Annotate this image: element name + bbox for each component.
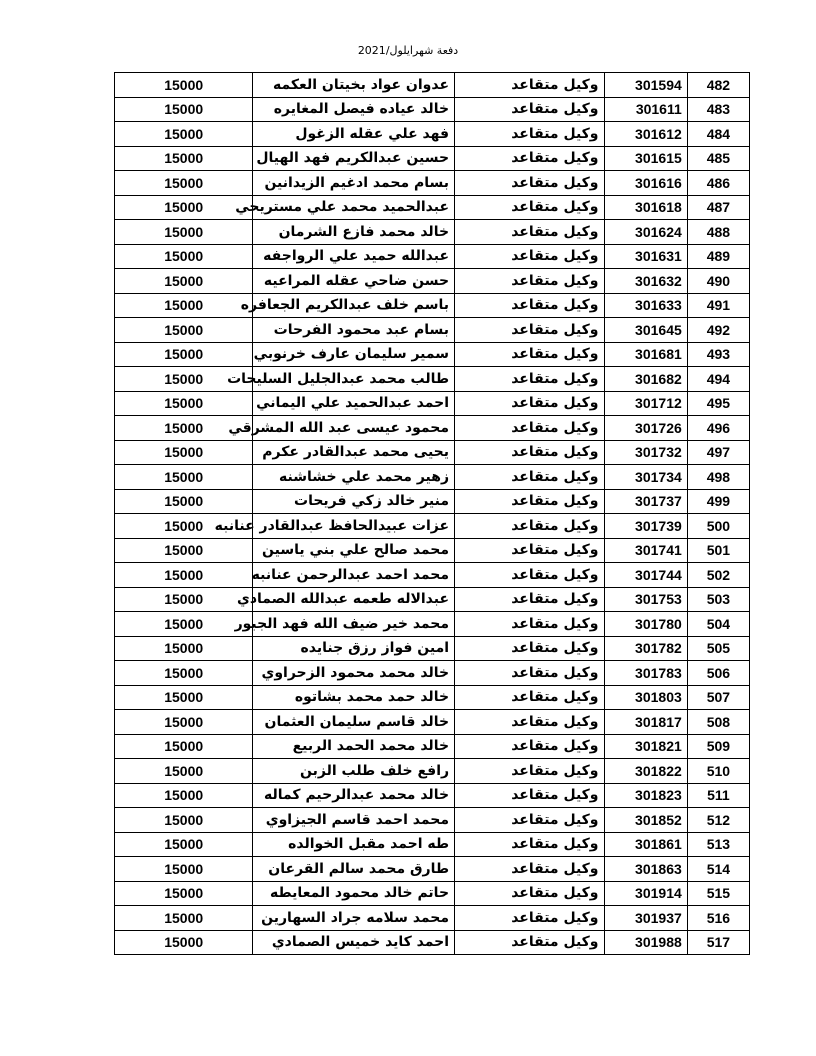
name-cell: طالب محمد عبدالجليل السليحات [253,367,455,392]
name-cell: محمد صالح علي بني ياسين [253,538,455,563]
table-row [115,416,750,441]
rank-cell: وكيل متقاعد [455,538,604,563]
service-number-cell: 301861 [604,832,687,857]
table-row [115,563,750,588]
rank-cell: وكيل متقاعد [455,857,604,882]
service-number-cell: 301682 [604,367,687,392]
name-cell: عبدالله حميد علي الرواجفه [253,244,455,269]
name-cell: زهير محمد علي خشاشنه [253,465,455,490]
sequence-cell: 505 [687,636,749,661]
sequence-cell: 488 [687,220,749,245]
service-number-cell: 301618 [604,195,687,220]
amount-cell: 15000 [115,587,253,612]
name-cell: احمد كايد خميس الصمادي [253,930,455,955]
name-cell: حاتم خالد محمود المعايطه [253,881,455,906]
sequence-cell: 510 [687,759,749,784]
rank-cell: وكيل متقاعد [455,318,604,343]
rank-cell: وكيل متقاعد [455,391,604,416]
amount-cell: 15000 [115,269,253,294]
sequence-cell: 511 [687,783,749,808]
sequence-cell: 494 [687,367,749,392]
service-number-cell: 301631 [604,244,687,269]
sequence-cell: 482 [687,73,749,98]
table-row [115,293,750,318]
table-row [115,391,750,416]
rank-cell: وكيل متقاعد [455,220,604,245]
name-cell: احمد عبدالحميد علي اليماني [253,391,455,416]
name-cell: محمد خير ضيف الله فهد الجبور [253,612,455,637]
service-number-cell: 301615 [604,146,687,171]
sequence-cell: 487 [687,195,749,220]
service-number-cell: 301753 [604,587,687,612]
service-number-cell: 301645 [604,318,687,343]
name-cell: خالد قاسم سليمان العثمان [253,710,455,735]
rank-cell: وكيل متقاعد [455,661,604,686]
rank-cell: وكيل متقاعد [455,489,604,514]
name-cell: بسام عبد محمود الفرحات [253,318,455,343]
amount-cell: 15000 [115,318,253,343]
rank-cell: وكيل متقاعد [455,710,604,735]
amount-cell: 15000 [115,808,253,833]
sequence-cell: 500 [687,514,749,539]
sequence-cell: 493 [687,342,749,367]
sequence-cell: 502 [687,563,749,588]
sequence-cell: 517 [687,930,749,955]
service-number-cell: 301780 [604,612,687,637]
name-cell: محمد احمد عبدالرحمن عنانبه [253,563,455,588]
sequence-cell: 504 [687,612,749,637]
sequence-cell: 501 [687,538,749,563]
name-cell: عبدالحميد محمد علي مستريحي [253,195,455,220]
amount-cell: 15000 [115,612,253,637]
sequence-cell: 490 [687,269,749,294]
amount-cell: 15000 [115,220,253,245]
table-row [115,146,750,171]
service-number-cell: 301741 [604,538,687,563]
rank-cell: وكيل متقاعد [455,930,604,955]
table-row [115,489,750,514]
table-row [115,906,750,931]
service-number-cell: 301739 [604,514,687,539]
service-number-cell: 301632 [604,269,687,294]
amount-cell: 15000 [115,685,253,710]
amount-cell: 15000 [115,514,253,539]
sequence-cell: 496 [687,416,749,441]
table-row [115,759,750,784]
table-row [115,440,750,465]
service-number-cell: 301734 [604,465,687,490]
table-row [115,734,750,759]
table-row [115,342,750,367]
rank-cell: وكيل متقاعد [455,783,604,808]
rank-cell: وكيل متقاعد [455,367,604,392]
amount-cell: 15000 [115,710,253,735]
page-title: دفعة شهرايلول/2021 [357,44,459,57]
service-number-cell: 301611 [604,97,687,122]
sequence-cell: 507 [687,685,749,710]
name-cell: امين فواز رزق جنايده [253,636,455,661]
amount-cell: 15000 [115,367,253,392]
name-cell: خالد محمد فازع الشرمان [253,220,455,245]
rank-cell: وكيل متقاعد [455,881,604,906]
service-number-cell: 301803 [604,685,687,710]
rank-cell: وكيل متقاعد [455,587,604,612]
table-row [115,661,750,686]
amount-cell: 15000 [115,440,253,465]
sequence-cell: 483 [687,97,749,122]
table-row [115,318,750,343]
service-number-cell: 301852 [604,808,687,833]
name-cell: محمد سلامه جراد السهارين [253,906,455,931]
payment-table-body [115,73,750,955]
name-cell: خالد عياده فيصل المغايره [253,97,455,122]
sequence-cell: 489 [687,244,749,269]
rank-cell: وكيل متقاعد [455,832,604,857]
table-row [115,171,750,196]
name-cell: حسن ضاحي عقله المراعيه [253,269,455,294]
amount-cell: 15000 [115,146,253,171]
table-row [115,857,750,882]
name-cell: منير خالد زكي فريحات [253,489,455,514]
service-number-cell: 301782 [604,636,687,661]
service-number-cell: 301681 [604,342,687,367]
amount-cell: 15000 [115,195,253,220]
service-number-cell: 301732 [604,440,687,465]
service-number-cell: 301988 [604,930,687,955]
service-number-cell: 301914 [604,881,687,906]
sequence-cell: 495 [687,391,749,416]
sequence-cell: 485 [687,146,749,171]
sequence-cell: 513 [687,832,749,857]
table-row [115,930,750,955]
amount-cell: 15000 [115,857,253,882]
sequence-cell: 512 [687,808,749,833]
rank-cell: وكيل متقاعد [455,808,604,833]
sequence-cell: 515 [687,881,749,906]
amount-cell: 15000 [115,465,253,490]
name-cell: خالد حمد محمد بشاتوه [253,685,455,710]
amount-cell: 15000 [115,636,253,661]
amount-cell: 15000 [115,244,253,269]
service-number-cell: 301783 [604,661,687,686]
amount-cell: 15000 [115,930,253,955]
amount-cell: 15000 [115,293,253,318]
amount-cell: 15000 [115,563,253,588]
name-cell: حسين عبدالكريم فهد الهيال [253,146,455,171]
amount-cell: 15000 [115,171,253,196]
sequence-cell: 497 [687,440,749,465]
sequence-cell: 491 [687,293,749,318]
table-row [115,195,750,220]
rank-cell: وكيل متقاعد [455,416,604,441]
service-number-cell: 301616 [604,171,687,196]
amount-cell: 15000 [115,416,253,441]
table-row [115,465,750,490]
rank-cell: وكيل متقاعد [455,440,604,465]
amount-cell: 15000 [115,73,253,98]
table-row [115,97,750,122]
table-row [115,269,750,294]
amount-cell: 15000 [115,734,253,759]
name-cell: فهد علي عقله الزغول [253,122,455,147]
rank-cell: وكيل متقاعد [455,73,604,98]
table-row [115,220,750,245]
service-number-cell: 301726 [604,416,687,441]
table-row [115,881,750,906]
sequence-cell: 516 [687,906,749,931]
service-number-cell: 301822 [604,759,687,784]
name-cell: عزات عبيدالحافظ عبدالقادر عنانبه [253,514,455,539]
table-row [115,122,750,147]
table-row [115,612,750,637]
sequence-cell: 498 [687,465,749,490]
rank-cell: وكيل متقاعد [455,759,604,784]
sequence-cell: 506 [687,661,749,686]
amount-cell: 15000 [115,881,253,906]
amount-cell: 15000 [115,906,253,931]
name-cell: خالد محمد محمود الزحراوي [253,661,455,686]
table-row [115,710,750,735]
sequence-cell: 508 [687,710,749,735]
name-cell: عدوان عواد بخيتان العكمه [253,73,455,98]
payment-table [114,72,750,955]
amount-cell: 15000 [115,832,253,857]
rank-cell: وكيل متقاعد [455,195,604,220]
amount-cell: 15000 [115,391,253,416]
table-row [115,808,750,833]
sequence-cell: 514 [687,857,749,882]
name-cell: عبدالاله طعمه عبدالله الصمادي [253,587,455,612]
amount-cell: 15000 [115,538,253,563]
service-number-cell: 301737 [604,489,687,514]
rank-cell: وكيل متقاعد [455,97,604,122]
rank-cell: وكيل متقاعد [455,612,604,637]
service-number-cell: 301817 [604,710,687,735]
sequence-cell: 503 [687,587,749,612]
table-row [115,587,750,612]
rank-cell: وكيل متقاعد [455,342,604,367]
table-row [115,538,750,563]
rank-cell: وكيل متقاعد [455,293,604,318]
service-number-cell: 301612 [604,122,687,147]
name-cell: خالد محمد الحمد الربيع [253,734,455,759]
name-cell: باسم خلف عبدالكريم الجعافره [253,293,455,318]
amount-cell: 15000 [115,759,253,784]
name-cell: طارق محمد سالم القرعان [253,857,455,882]
sequence-cell: 486 [687,171,749,196]
rank-cell: وكيل متقاعد [455,269,604,294]
service-number-cell: 301624 [604,220,687,245]
service-number-cell: 301744 [604,563,687,588]
rank-cell: وكيل متقاعد [455,514,604,539]
table-row [115,832,750,857]
sequence-cell: 509 [687,734,749,759]
service-number-cell: 301712 [604,391,687,416]
name-cell: سمير سليمان عارف خرنوبي [253,342,455,367]
name-cell: محمد احمد قاسم الجيزاوي [253,808,455,833]
service-number-cell: 301937 [604,906,687,931]
amount-cell: 15000 [115,342,253,367]
rank-cell: وكيل متقاعد [455,636,604,661]
rank-cell: وكيل متقاعد [455,734,604,759]
rank-cell: وكيل متقاعد [455,685,604,710]
amount-cell: 15000 [115,97,253,122]
rank-cell: وكيل متقاعد [455,906,604,931]
table-row [115,685,750,710]
amount-cell: 15000 [115,122,253,147]
name-cell: محمود عيسى عبد الله المشرقي [253,416,455,441]
rank-cell: وكيل متقاعد [455,146,604,171]
service-number-cell: 301633 [604,293,687,318]
amount-cell: 15000 [115,661,253,686]
table-row [115,514,750,539]
rank-cell: وكيل متقاعد [455,122,604,147]
table-row [115,367,750,392]
table-row [115,636,750,661]
sequence-cell: 492 [687,318,749,343]
name-cell: يحيى محمد عبدالقادر عكرم [253,440,455,465]
rank-cell: وكيل متقاعد [455,244,604,269]
name-cell: رافع خلف طلب الزبن [253,759,455,784]
rank-cell: وكيل متقاعد [455,563,604,588]
service-number-cell: 301821 [604,734,687,759]
rank-cell: وكيل متقاعد [455,465,604,490]
service-number-cell: 301594 [604,73,687,98]
amount-cell: 15000 [115,783,253,808]
service-number-cell: 301863 [604,857,687,882]
amount-cell: 15000 [115,489,253,514]
sequence-cell: 484 [687,122,749,147]
name-cell: بسام محمد ادغيم الزيدانين [253,171,455,196]
table-row [115,73,750,98]
service-number-cell: 301823 [604,783,687,808]
rank-cell: وكيل متقاعد [455,171,604,196]
table-row [115,244,750,269]
sequence-cell: 499 [687,489,749,514]
name-cell: طه احمد مقبل الخوالده [253,832,455,857]
table-row [115,783,750,808]
name-cell: خالد محمد عبدالرحيم كماله [253,783,455,808]
